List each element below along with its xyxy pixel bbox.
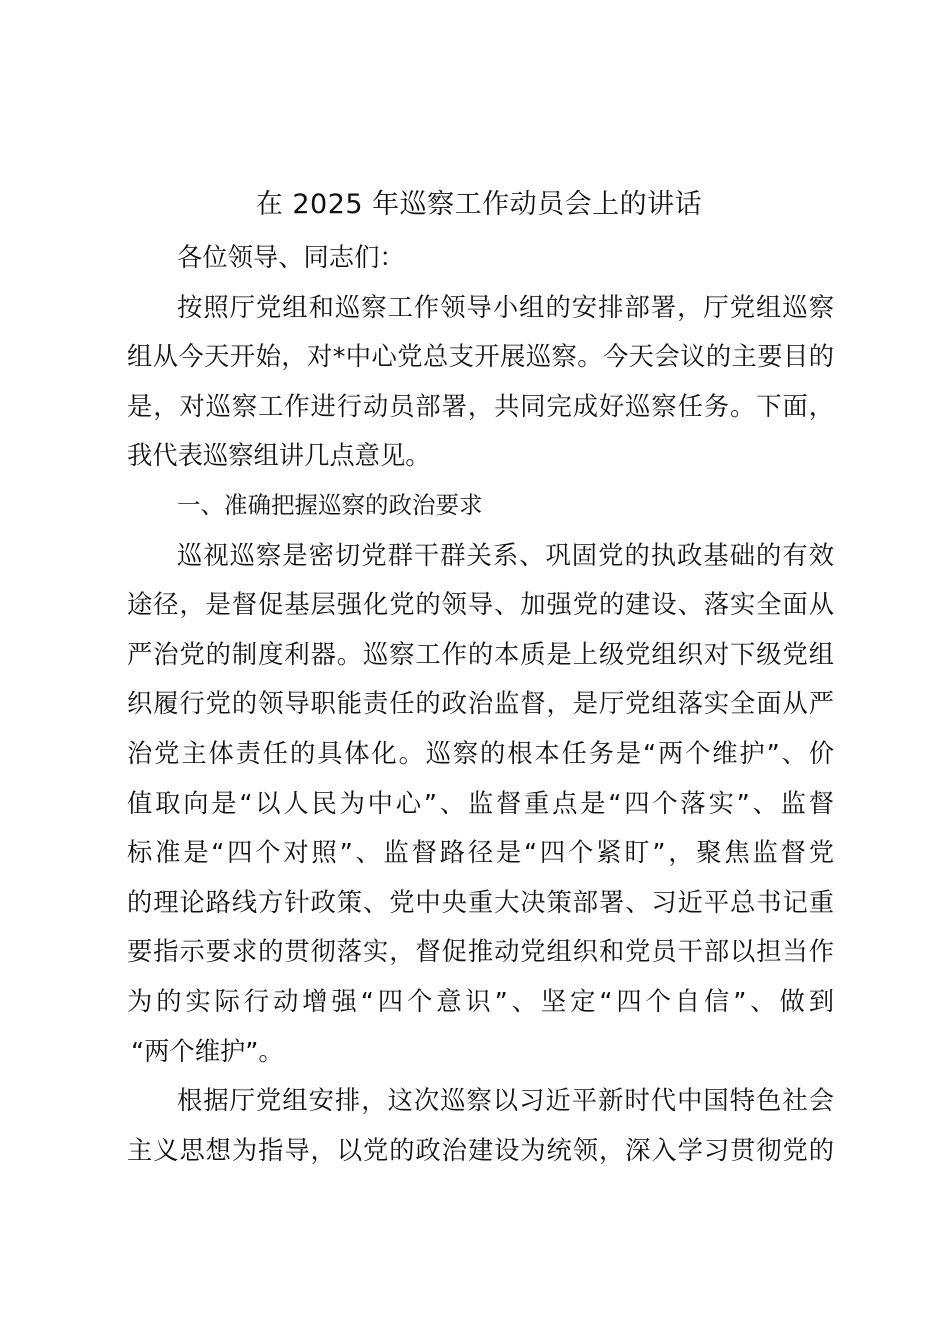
paragraph-1-line-1: 按照厅党组和巡察工作领导小组的安排部署，厅党组巡察 [177, 292, 834, 322]
paragraph-2-line-7: 标准是“四个对照”、监督路径是“四个紧盯”，聚焦监督党 [127, 838, 834, 868]
paragraph-1-line-3: 是，对巡察工作进行动员部署，共同完成好巡察任务。下面， [127, 391, 834, 421]
paragraph-3-line-1: 根据厅党组安排，这次巡察以习近平新时代中国特色社会 [177, 1086, 834, 1116]
paragraph-2-line-8: 的理论路线方针政策、党中央重大决策部署、习近平总书记重 [127, 887, 834, 917]
paragraph-3-line-2: 主义思想为指导，以党的政治建设为统领，深入学习贯彻党的 [127, 1135, 834, 1165]
paragraph-2-line-3: 严治党的制度利器。巡察工作的本质是上级党组织对下级党组 [127, 639, 834, 669]
paragraph-2-line-1: 巡视巡察是密切党群干群关系、巩固党的执政基础的有效 [177, 540, 834, 570]
document-body [127, 233, 834, 1175]
paragraph-2-line-10: 为的实际行动增强“四个意识”、坚定“四个自信”、做到 [127, 986, 834, 1016]
paragraph-2-line-4: 织履行党的领导职能责任的政治监督，是厅党组落实全面从严 [127, 689, 834, 719]
paragraph-1-line-4: 我代表巡察组讲几点意见。 [127, 441, 431, 471]
paragraph-2-line-11: “两个维护”。 [131, 1036, 284, 1066]
section-heading-1: 一、准确把握巡察的政治要求 [177, 490, 483, 519]
paragraph-2-line-9: 要指示要求的贯彻落实，督促推动党组织和党员干部以担当作 [127, 937, 834, 967]
paragraph-2-line-5: 治党主体责任的具体化。巡察的根本任务是“两个维护”、价 [127, 738, 834, 768]
paragraph-1-line-2: 组从今天开始，对*中心党总支开展巡察。今天会议的主要目的 [127, 342, 834, 372]
paragraph-2-line-2: 途径，是督促基层强化党的领导、加强党的建设、落实全面从 [127, 590, 834, 620]
document-title: 在 2025 年巡察工作动员会上的讲话 [255, 189, 703, 220]
salutation-line: 各位领导、同志们： [177, 243, 405, 272]
paragraph-2-line-6: 值取向是“以人民为中心”、监督重点是“四个落实”、监督 [127, 788, 834, 818]
